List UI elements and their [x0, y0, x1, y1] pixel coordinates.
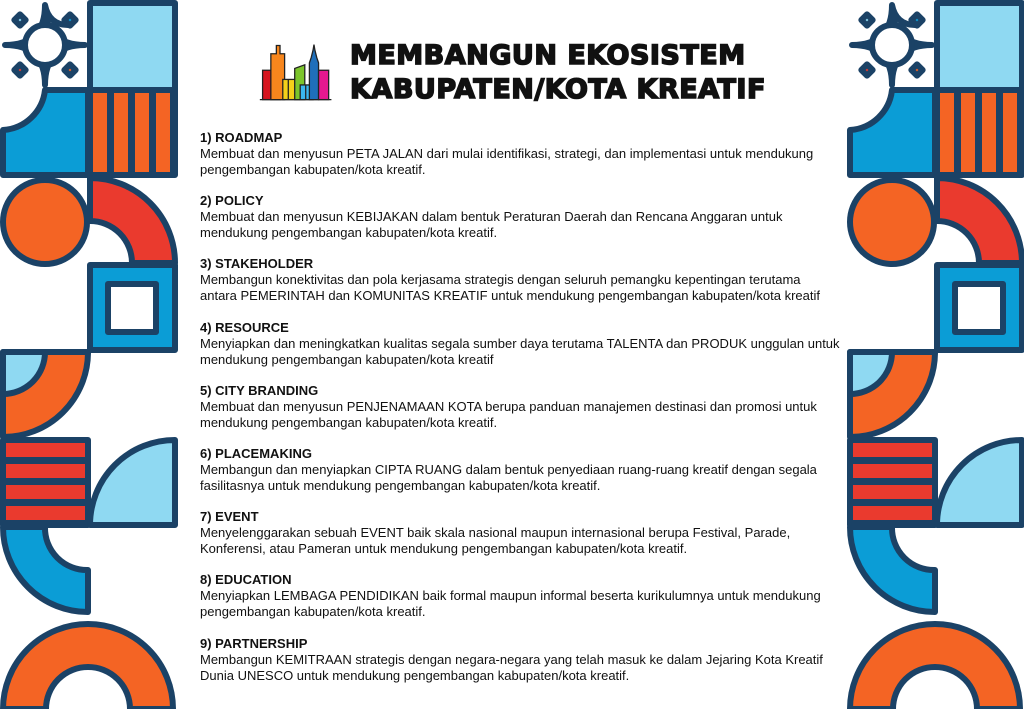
item-heading: 1) ROADMAP	[200, 130, 283, 145]
stripe-orange	[940, 93, 954, 172]
list-item-stakeholder	[200, 256, 840, 304]
item-description: Membuat dan menyusun KEBIJAKAN dalam bentuk Peraturan Daerah dan Rencana Anggaran untuk mendukung pengembangan kabupaten/kota kreatif.	[200, 209, 783, 241]
stripe-red	[6, 485, 85, 499]
item-heading: 7) EVENT	[200, 509, 259, 525]
diamond-red	[14, 64, 25, 75]
item-description: Membangun dan menyiapkan CIPTA RUANG dalam bentuk penyediaan ruang-ruang kreatif dengan segala fasilitasnya untuk mendukung pengembangan kabupaten/kota kreatif.	[200, 461, 817, 493]
item-heading: 6) PLACEMAKING	[200, 445, 312, 461]
square-light-blue	[90, 3, 175, 90]
quarter-arc-blue-lower	[3, 527, 88, 612]
inner-square-white	[108, 284, 156, 332]
half-ring-orange	[850, 624, 1020, 709]
list-item-event	[200, 509, 840, 557]
stripe-red	[853, 443, 932, 457]
stripe-orange	[961, 93, 975, 172]
diamond-blue	[911, 14, 922, 25]
header	[258, 38, 766, 108]
stripe-orange	[135, 93, 149, 172]
diamond-red	[861, 64, 872, 75]
stripe-orange	[93, 93, 107, 172]
quarter-circle-light-blue	[937, 440, 1022, 525]
quarter-arc-blue	[850, 90, 935, 175]
item-heading: 5) CITY BRANDING	[200, 382, 319, 398]
item-description: Membangun konektivitas dan pola kerjasama strategis dengan seluruh pemangku kepentingan terutama antara PEMERINTAH dan KOMUNITAS KREATIF untuk mendukung pengembangan kabupaten/kota kreatif	[200, 272, 820, 304]
item-heading: 4) RESOURCE	[200, 319, 289, 335]
page-title-line-1: MEMBANGUN EKOSISTEM	[350, 40, 746, 71]
decorative-border-right	[847, 0, 1024, 709]
item-heading: 8) EDUCATION	[200, 572, 292, 588]
item-description: Menyiapkan dan meningkatkan kualitas segala sumber daya terutama TALENTA dan PRODUK unggulan untuk mendukung pengembangan kabupaten/kota kreatif	[200, 335, 840, 367]
list-item-partnership	[200, 636, 840, 684]
circle-orange	[850, 180, 934, 264]
stripe-orange	[1003, 93, 1017, 172]
diamond-orange	[911, 64, 922, 75]
item-heading: 2) POLICY	[200, 193, 264, 209]
stripe-red	[853, 506, 932, 520]
quarter-arc-blue-lower	[850, 527, 935, 612]
stripe-red	[6, 464, 85, 478]
page-title-line-2: KABUPATEN/KOTA KREATIF	[350, 74, 766, 105]
half-ring-orange	[3, 624, 173, 709]
item-description: Menyiapkan LEMBAGA PENDIDIKAN baik formal maupun informal beserta kurikulumnya untuk mendukung pengembangan kabupaten/kota kreatif.	[200, 588, 821, 620]
item-heading: 9) PARTNERSHIP	[200, 635, 308, 651]
quarter-arc-red	[937, 178, 1022, 263]
ornament-circle	[872, 25, 912, 65]
diamond-light-blue	[14, 14, 25, 25]
list-item-placemaking	[200, 446, 840, 494]
stripe-red	[6, 506, 85, 520]
ornament-circle	[25, 25, 65, 65]
diamond-blue	[64, 14, 75, 25]
quarter-arc-blue	[3, 90, 88, 175]
inner-square-white	[955, 284, 1003, 332]
stripe-red	[853, 485, 932, 499]
list-item-resource	[200, 320, 840, 368]
item-description: Membuat dan menyusun PETA JALAN dari mulai identifikasi, strategi, dan implementasi untuk mendukung pengembangan kabupaten/kota kreatif.	[200, 146, 814, 177]
decorative-border-left	[0, 0, 180, 709]
list-item-roadmap	[200, 130, 840, 178]
quarter-circle-light-blue	[90, 440, 175, 525]
diamond-light-blue	[861, 14, 872, 25]
stripe-red	[6, 443, 85, 457]
ecosystem-list	[200, 130, 840, 699]
stripe-orange	[982, 93, 996, 172]
stripe-orange	[156, 93, 170, 172]
quarter-arc-red	[90, 178, 175, 263]
stripe-red	[853, 464, 932, 478]
diamond-orange	[64, 64, 75, 75]
item-description: Membuat dan menyusun PENJENAMAAN KOTA berupa panduan manajemen destinasi dan promosi untuk mendukung pengembangan kabupaten/kota kreatif.	[200, 398, 817, 430]
item-description: Menyelenggarakan sebuah EVENT baik skala nasional maupun internasional berupa Festival, Parade, Konferensi, atau Pameran untuk mendukung pengembangan kabupaten/kota kreatif.	[200, 525, 791, 557]
colorful-city-buildings-icon	[258, 39, 336, 107]
list-item-education	[200, 572, 840, 620]
list-item-city-branding	[200, 383, 840, 431]
square-light-blue	[937, 3, 1022, 90]
item-description: Membangun KEMITRAAN strategis dengan negara-negara yang telah masuk ke dalam Jejaring Kota Kreatif Dunia UNESCO untuk mendukung pengembangan kabupaten/kota kreatif.	[200, 651, 823, 683]
circle-orange	[3, 180, 87, 264]
list-item-policy	[200, 193, 840, 241]
stripe-orange	[114, 93, 128, 172]
item-heading: 3) STAKEHOLDER	[200, 256, 314, 272]
